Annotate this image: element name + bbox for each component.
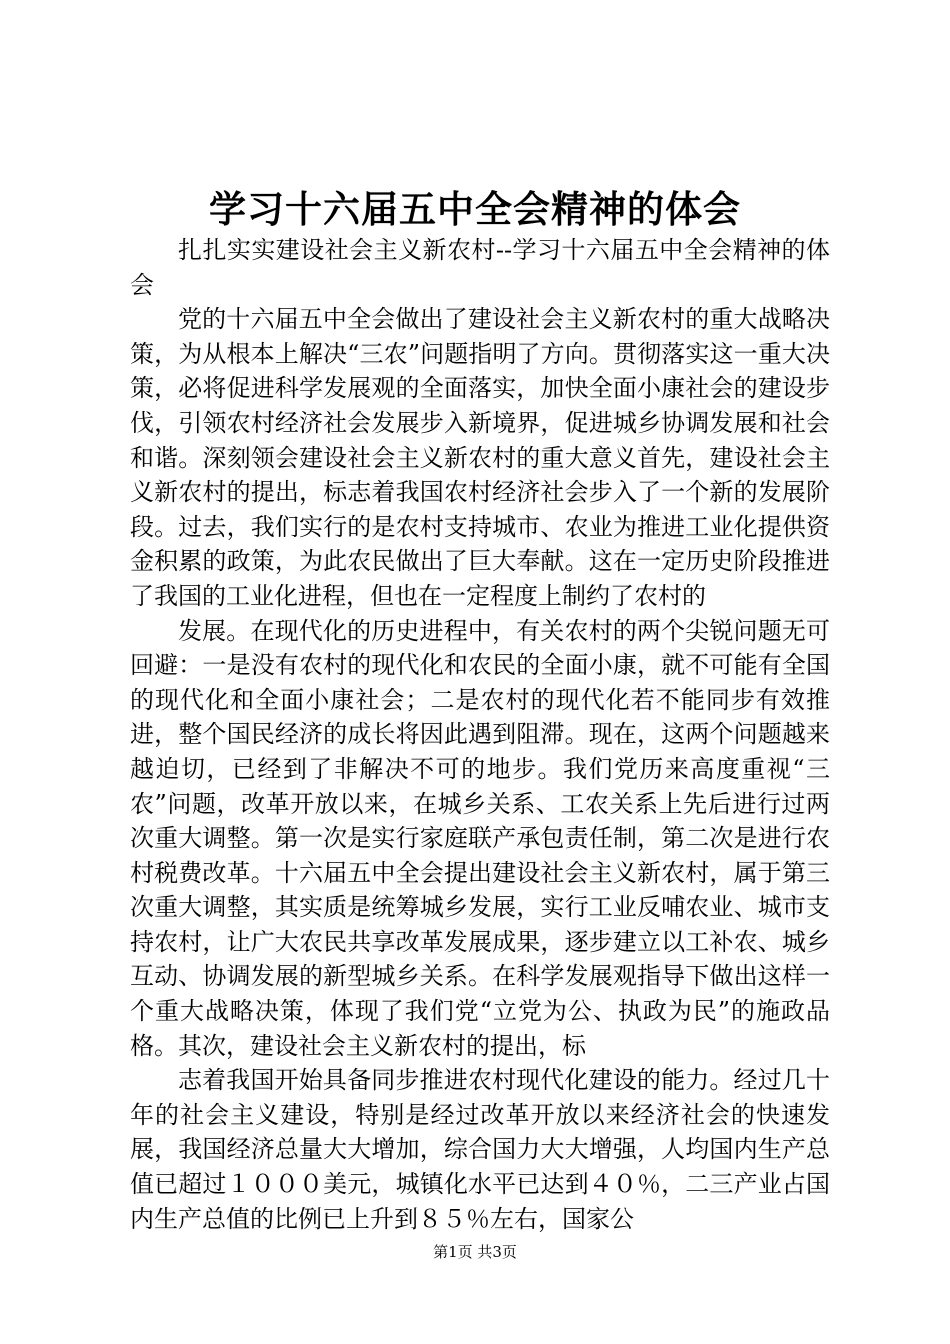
document-body [130, 233, 830, 1236]
paragraph: 发展。在现代化的历史进程中，有关农村的两个尖锐问题无可回避：一是没有农村的现代化和农民的全面小康，就不可能有全国的现代化和全面小康社会；二是农村的现代化若不能同步有效推进，整个国民经济的成长将因此遇到阻滞。现在，这两个问题越来越迫切，已经到了非解决不可的地步。我们党历来高度重视“三农”问题，改革开放以来，在城乡关系、工农关系上先后进行过两次重大调整。第一次是实行家庭联产承包责任制，第二次是进行农村税费改革。十六届五中全会提出建设社会主义新农村，属于第三次重大调整，其实质是统筹城乡发展，实行工业反哺农业、城市支持农村，让广大农民共享改革发展成果，逐步建立以工补农、城乡互动、协调发展的新型城乡关系。在科学发展观指导下做出这样一个重大战略决策，体现了我们党“立党为公、执政为民”的施政品格。其次，建设社会主义新农村的提出，标 [130, 616, 830, 1060]
document-title: 学习十六届五中全会精神的体会 [209, 187, 741, 231]
paragraph-subtitle: 扎扎实实建设社会主义新农村--学习十六届五中全会精神的体会 [130, 236, 830, 299]
paragraph: 党的十六届五中全会做出了建设社会主义新农村的重大战略决策，为从根本上解决“三农”问题指明了方向。贯彻落实这一重大决策，必将促进科学发展观的全面落实，加快全面小康社会的建设步伐，引领农村经济社会发展步入新境界，促进城乡协调发展和社会和谐。深刻领会建设社会主义新农村的重大意义首先，建设社会主义新农村的提出，标志着我国农村经济社会步入了一个新的发展阶段。过去，我们实行的是农村支持城市、农业为推进工业化提供资金积累的政策，为此农民做出了巨大奉献。这在一定历史阶段推进了我国的工业化进程，但也在一定程度上制约了农村的 [130, 305, 830, 610]
paragraph: 志着我国开始具备同步推进农村现代化建设的能力。经过几十年的社会主义建设，特别是经过改革开放以来经济社会的快速发展，我国经济总量大大增加，综合国力大大增强，人均国内生产总值已超过１０００美元，城镇化水平已达到４０％，二三产业占国内生产总值的比例已上升到８５％左右，国家公 [130, 1066, 830, 1233]
page-number-footer: 第1页 共3页 [433, 1243, 517, 1261]
